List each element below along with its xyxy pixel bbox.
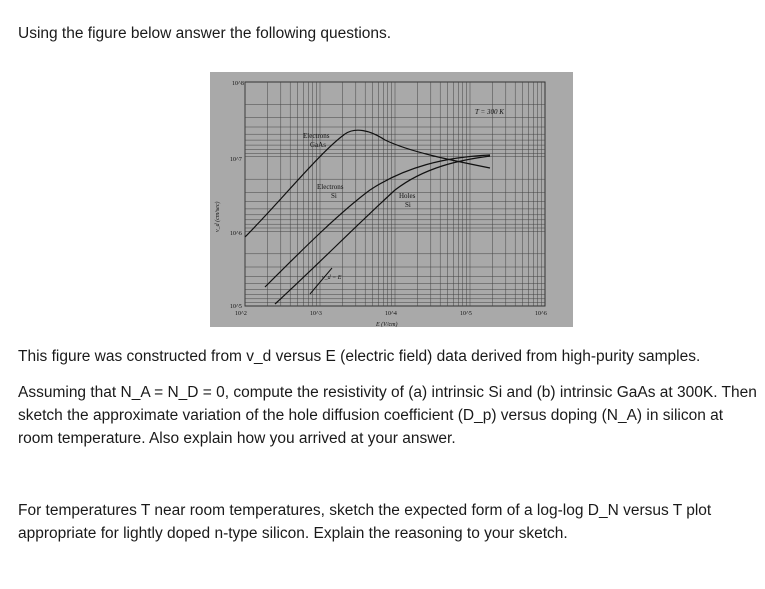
label-electrons-gaas-line1: Electrons [303, 132, 330, 140]
y-tick-1e8: 10^8 [232, 81, 244, 87]
x-axis-label: E (V/cm) [376, 322, 398, 327]
x-tick-1e6: 10^6 [535, 311, 547, 317]
velocity-field-figure [210, 72, 573, 327]
y-tick-1e5: 10^5 [230, 304, 242, 310]
temperature-label: T = 300 K [475, 108, 504, 116]
question-2: For temperatures T near room temperatures, sketch the expected form of a log-log D_N versus T plot appropriate for lightly doped n-type silicon. Explain the reasoning to your sketch. [18, 502, 712, 542]
y-axis-label: v_d (cm/sec) [215, 201, 221, 232]
label-electrons-gaas-line2: GaAs [310, 141, 326, 149]
x-tick-1e3: 10^3 [310, 311, 322, 317]
question-1: Assuming that N_A = N_D = 0, compute the resistivity of (a) intrinsic Si and (b) intrinsic GaAs at 300K. Then sketch the approximate variation of the hole diffusion coefficient (D_p) versus doping (N_A) in silicon at room temperature. Also explain how you arrived at your answer. [18, 384, 757, 447]
intro-text: Using the figure below answer the following questions. [18, 25, 392, 42]
y-tick-1e7: 10^7 [230, 157, 242, 163]
y-tick-1e6: 10^6 [230, 231, 242, 237]
label-electrons-si-line1: Electrons [317, 183, 344, 191]
x-tick-1e2: 10^2 [235, 311, 247, 317]
label-holes-si-line2: Si [405, 201, 411, 209]
label-electrons-si-line2: Si [331, 192, 337, 200]
x-tick-1e5: 10^5 [460, 311, 472, 317]
figure-caption: This figure was constructed from v_d versus E (electric field) data derived from high-purity samples. [18, 348, 701, 365]
label-holes-si-line1: Holes [399, 192, 416, 200]
x-tick-1e4: 10^4 [385, 311, 397, 317]
reference-line-label: v_d = E [322, 275, 342, 281]
